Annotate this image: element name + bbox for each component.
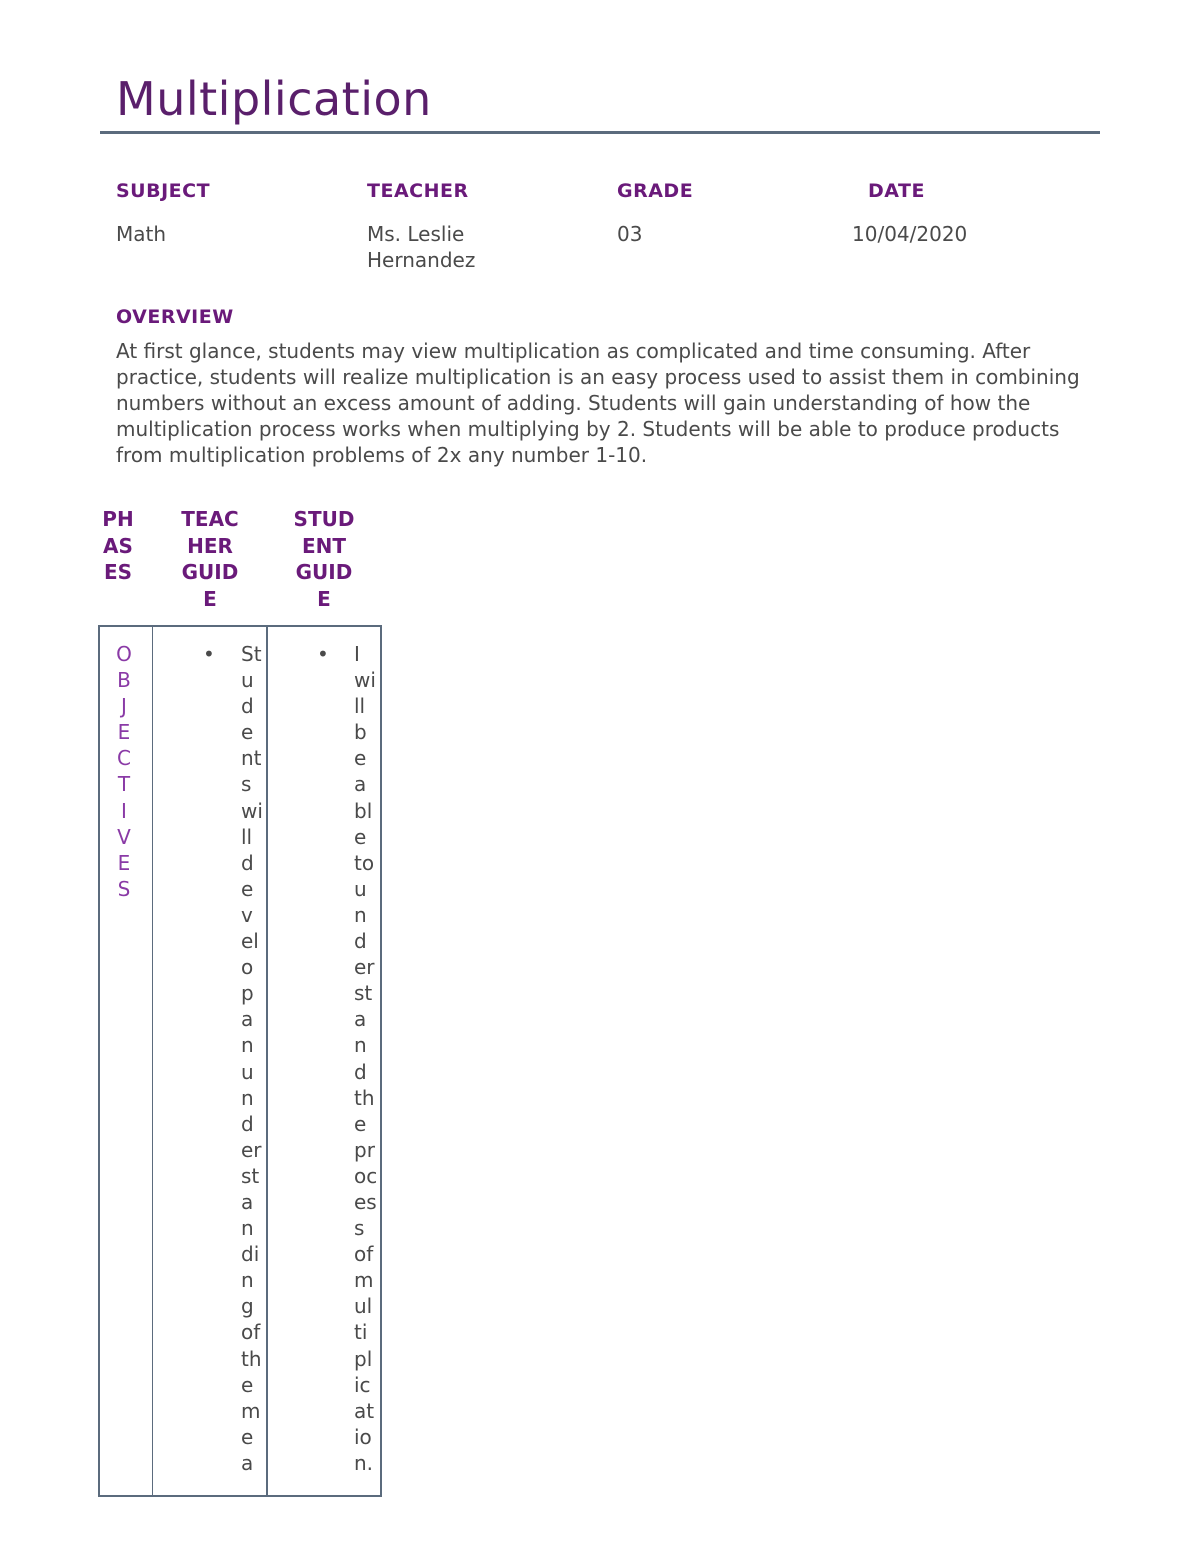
subject-label: SUBJECT [116, 180, 211, 202]
teacher-bullet: • [203, 642, 215, 666]
phase-objectives: O B J E C T I V E S [116, 642, 132, 901]
column-divider [266, 627, 268, 1495]
overview-text: At first glance, students may view multiplication as complicated and time consuming. After practice, students will realize multiplication is an easy process used to assist them in combining numbers without an excess amount of adding. Students will gain understanding of how the multiplication process works when multiplying by 2. Students will be able to produce products from multiplication problems of 2x any number 1-10. [116, 339, 1080, 467]
teacher-label: TEACHER [367, 180, 469, 202]
subject-value: Math [116, 222, 167, 246]
title-rule [100, 131, 1100, 134]
page-title: Multiplication [116, 72, 432, 126]
header-phases: PH AS ES [102, 507, 134, 584]
date-value: 10/04/2020 [852, 222, 968, 246]
student-guide-text: I wi ll b e a bl e to u n d er st a n d th e pr oc es s of m ul ti pl ic at io n. [354, 642, 378, 1475]
overview-label: OVERVIEW [116, 306, 234, 328]
column-divider [152, 627, 153, 1495]
grade-label: GRADE [617, 180, 694, 202]
grade-value: 03 [617, 222, 643, 246]
teacher-guide-text: St u d e nt s wi ll d e v el o p a n u n d er st a n di n g of th e m e a [241, 642, 263, 1475]
teacher-value: Ms. Leslie Hernandez [367, 222, 476, 272]
header-teacher-guide: TEAC HER GUID E [181, 507, 239, 611]
lesson-table [98, 625, 382, 1497]
date-label: DATE [868, 180, 925, 202]
header-student-guide: STUD ENT GUID E [293, 507, 355, 611]
student-bullet: • [317, 642, 329, 666]
